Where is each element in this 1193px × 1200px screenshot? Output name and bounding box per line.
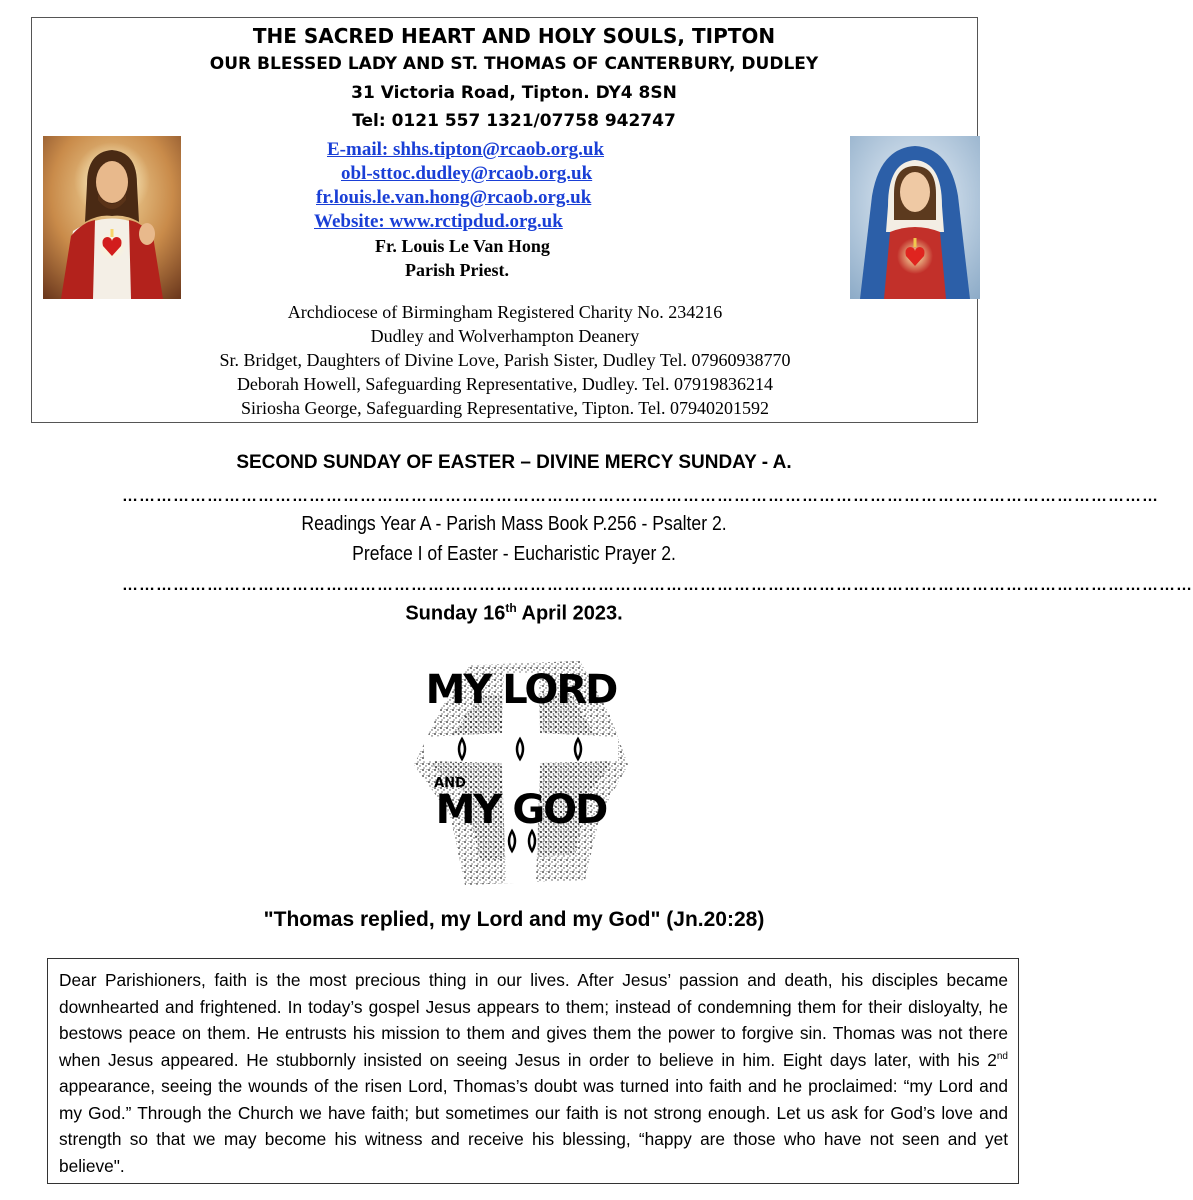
sunday-date	[0, 601, 1028, 626]
priest-role: Parish Priest.	[405, 260, 509, 280]
artwork-text-my-lord: MY LORD	[425, 667, 617, 713]
email-link-priest[interactable]: fr.louis.le.van.hong@rcaob.org.uk	[316, 187, 592, 208]
immaculate-heart-mary-image	[850, 136, 980, 299]
artwork-text-and: AND	[434, 776, 466, 791]
date-month-year: April 2023.	[516, 602, 623, 625]
date-day: Sunday 16	[405, 602, 506, 625]
dotted-separator-top: …………………………………………………………………………………………………………………………………………………………………	[122, 488, 1159, 505]
artwork-text-my-god: MY GOD	[435, 787, 607, 833]
charity-number: Archdiocese of Birmingham Registered Charity No. 234216	[287, 302, 723, 322]
parish-name-tipton: THE SACRED HEART AND HOLY SOULS, TIPTON	[252, 24, 776, 48]
parish-telephone: Tel: 0121 557 1321/07758 942747	[352, 111, 676, 131]
safeguarding-tipton: Siriosha George, Safeguarding Representative, Tipton. Tel. 07940201592	[240, 398, 769, 418]
dotted-separator-bottom: ………………………………………………………………………………………………………………………………………………………………………	[122, 577, 1193, 594]
my-lord-my-god-artwork	[410, 655, 632, 890]
pastoral-letter-box	[47, 958, 1019, 1184]
gospel-quote: "Thomas replied, my Lord and my God" (Jn.20:28)	[263, 908, 765, 931]
date-suffix: th	[505, 601, 517, 615]
preface-info: Preface I of Easter - Eucharistic Prayer 2.	[352, 543, 676, 565]
parish-address: 31 Victoria Road, Tipton. DY4 8SN	[351, 83, 677, 103]
letter-ordinal: nd	[996, 1050, 1008, 1062]
priest-name: Fr. Louis Le Van Hong	[375, 236, 550, 256]
letter-text-part1: Dear Parishioners, faith is the most precious thing in our lives. After Jesus’ passion and death, his disciples became downhearted and frightened. In today’s gospel Jesus appears to them; instead of condemning them for their disloyalty, he bestows peace on them. He entrusts his mission to them and gives them the power to forgive sin. Thomas was not there when Jesus appeared. He stubbornly insisted on seeing Jesus in order to believe in him. Eight days later, with his 2	[59, 970, 1008, 1070]
email-link-dudley[interactable]: obl-sttoc.dudley@rcaob.org.uk	[341, 163, 593, 184]
pastoral-letter	[59, 967, 1008, 1179]
readings-info: Readings Year A - Parish Mass Book P.256 - Psalter 2.	[301, 513, 727, 535]
sacred-heart-jesus-image	[43, 136, 181, 299]
website-link[interactable]: Website: www.rctipdud.org.uk	[314, 211, 563, 232]
safeguarding-dudley: Deborah Howell, Safeguarding Representative, Dudley. Tel. 07919836214	[236, 374, 774, 394]
liturgy-title: SECOND SUNDAY OF EASTER – DIVINE MERCY SUNDAY - A.	[236, 452, 792, 473]
letter-text-part2: appearance, seeing the wounds of the risen Lord, Thomas’s doubt was turned into faith and he proclaimed: “my Lord and my God.” Through the Church we have faith; but sometimes our faith is not strong enough. Let us ask for God’s love and strength so that we may become his witness and receive his blessing, “happy are those who have not seen and yet believe".	[59, 1076, 1008, 1176]
deanery: Dudley and Wolverhampton Deanery	[370, 326, 640, 346]
email-link-tipton[interactable]: E-mail: shhs.tipton@rcaob.org.uk	[327, 139, 605, 160]
parish-name-dudley: OUR BLESSED LADY AND ST. THOMAS OF CANTERBURY, DUDLEY	[209, 54, 819, 74]
parish-sister: Sr. Bridget, Daughters of Divine Love, Parish Sister, Dudley Tel. 07960938770	[219, 350, 791, 370]
